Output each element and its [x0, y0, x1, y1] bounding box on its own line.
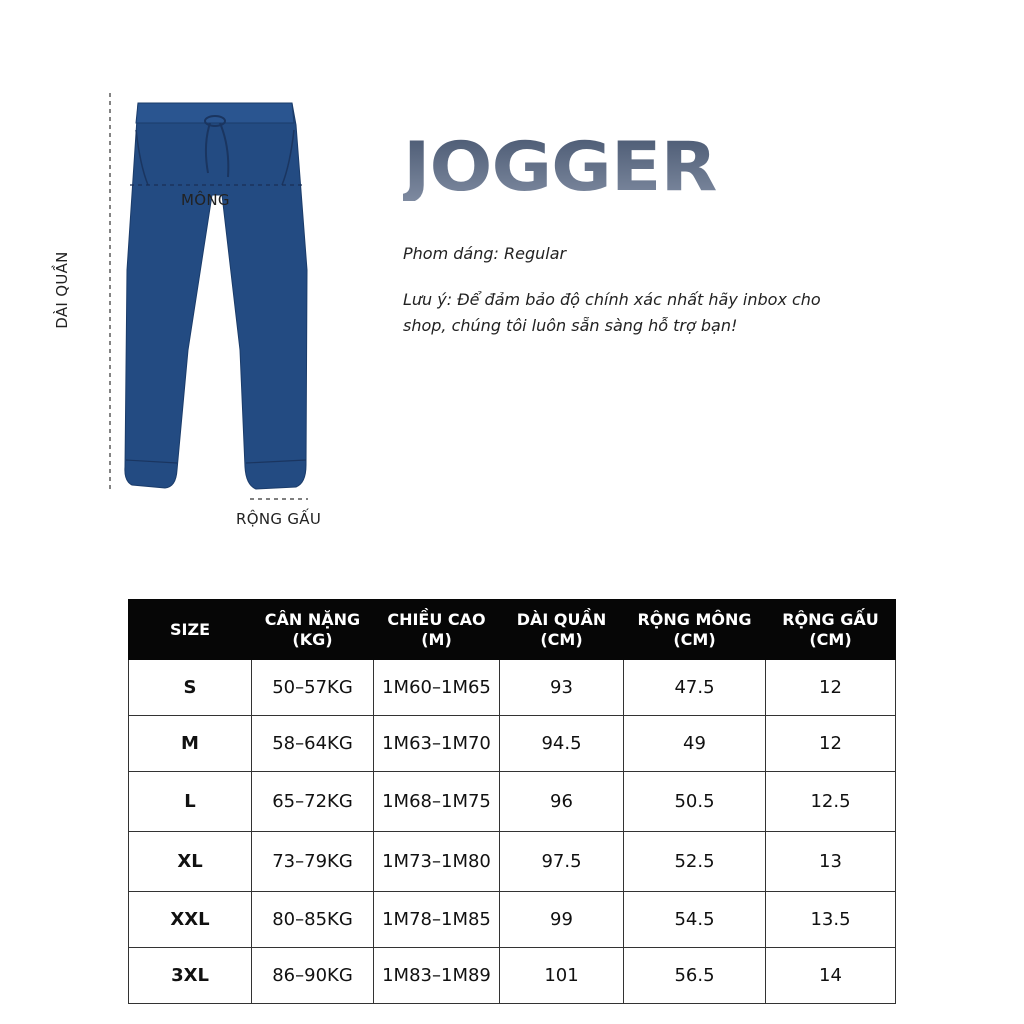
cell-length: 93: [500, 660, 624, 716]
cell-hip-width: 54.5: [624, 892, 766, 948]
table-row: [129, 892, 896, 948]
cell-length: 101: [500, 948, 624, 1004]
pants-shape: [125, 103, 307, 489]
cell-hem-width: 12.5: [766, 772, 896, 832]
cell-hem-width: 13: [766, 832, 896, 892]
cell-hip-width: 56.5: [624, 948, 766, 1004]
product-title: JOGGER: [403, 127, 717, 207]
cell-weight: 73–79KG: [252, 832, 374, 892]
header-size: SIZE: [129, 600, 252, 660]
jogger-pants-image: [70, 85, 350, 535]
header-hip-width: RỘNG MÔNG (CM): [624, 600, 766, 660]
cell-height: 1M63–1M70: [374, 716, 500, 772]
cell-height: 1M73–1M80: [374, 832, 500, 892]
hem-label: RỘNG GẤU: [236, 510, 322, 528]
cell-hem-width: 13.5: [766, 892, 896, 948]
cell-weight: 65–72KG: [252, 772, 374, 832]
cell-height: 1M83–1M89: [374, 948, 500, 1004]
header-height: CHIỀU CAO (M): [374, 600, 500, 660]
header-length: DÀI QUẦN (CM): [500, 600, 624, 660]
table-row: [129, 716, 896, 772]
cell-hip-width: 47.5: [624, 660, 766, 716]
fit-text: Phom dáng: Regular: [403, 244, 567, 263]
cell-size: 3XL: [129, 948, 252, 1004]
cell-length: 99: [500, 892, 624, 948]
cell-hem-width: 14: [766, 948, 896, 1004]
size-chart-table: [128, 599, 896, 1004]
header-weight: CÂN NẶNG (KG): [252, 600, 374, 660]
cell-length: 97.5: [500, 832, 624, 892]
cell-weight: 86–90KG: [252, 948, 374, 1004]
table-row: [129, 660, 896, 716]
table-header-row: [129, 600, 896, 660]
cell-length: 94.5: [500, 716, 624, 772]
cell-size: L: [129, 772, 252, 832]
cell-size: M: [129, 716, 252, 772]
table-row: [129, 772, 896, 832]
cell-hem-width: 12: [766, 660, 896, 716]
header-hem-width: RỘNG GẤU (CM): [766, 600, 896, 660]
cell-hem-width: 12: [766, 716, 896, 772]
cell-hip-width: 49: [624, 716, 766, 772]
cell-height: 1M78–1M85: [374, 892, 500, 948]
table-row: [129, 948, 896, 1004]
cell-height: 1M68–1M75: [374, 772, 500, 832]
length-label: DÀI QUẦN: [53, 251, 71, 329]
cell-height: 1M60–1M65: [374, 660, 500, 716]
cell-weight: 50–57KG: [252, 660, 374, 716]
cell-size: XXL: [129, 892, 252, 948]
note-text: Lưu ý: Để đảm bảo độ chính xác nhất hãy inbox cho shop, chúng tôi luôn sẵn sàng hỗ trợ bạn!: [403, 290, 821, 335]
cell-hip-width: 50.5: [624, 772, 766, 832]
table-row: [129, 832, 896, 892]
cell-weight: 80–85KG: [252, 892, 374, 948]
cell-size: S: [129, 660, 252, 716]
cell-hip-width: 52.5: [624, 832, 766, 892]
hip-label: MÔNG: [181, 191, 230, 209]
cell-size: XL: [129, 832, 252, 892]
cell-weight: 58–64KG: [252, 716, 374, 772]
cell-length: 96: [500, 772, 624, 832]
